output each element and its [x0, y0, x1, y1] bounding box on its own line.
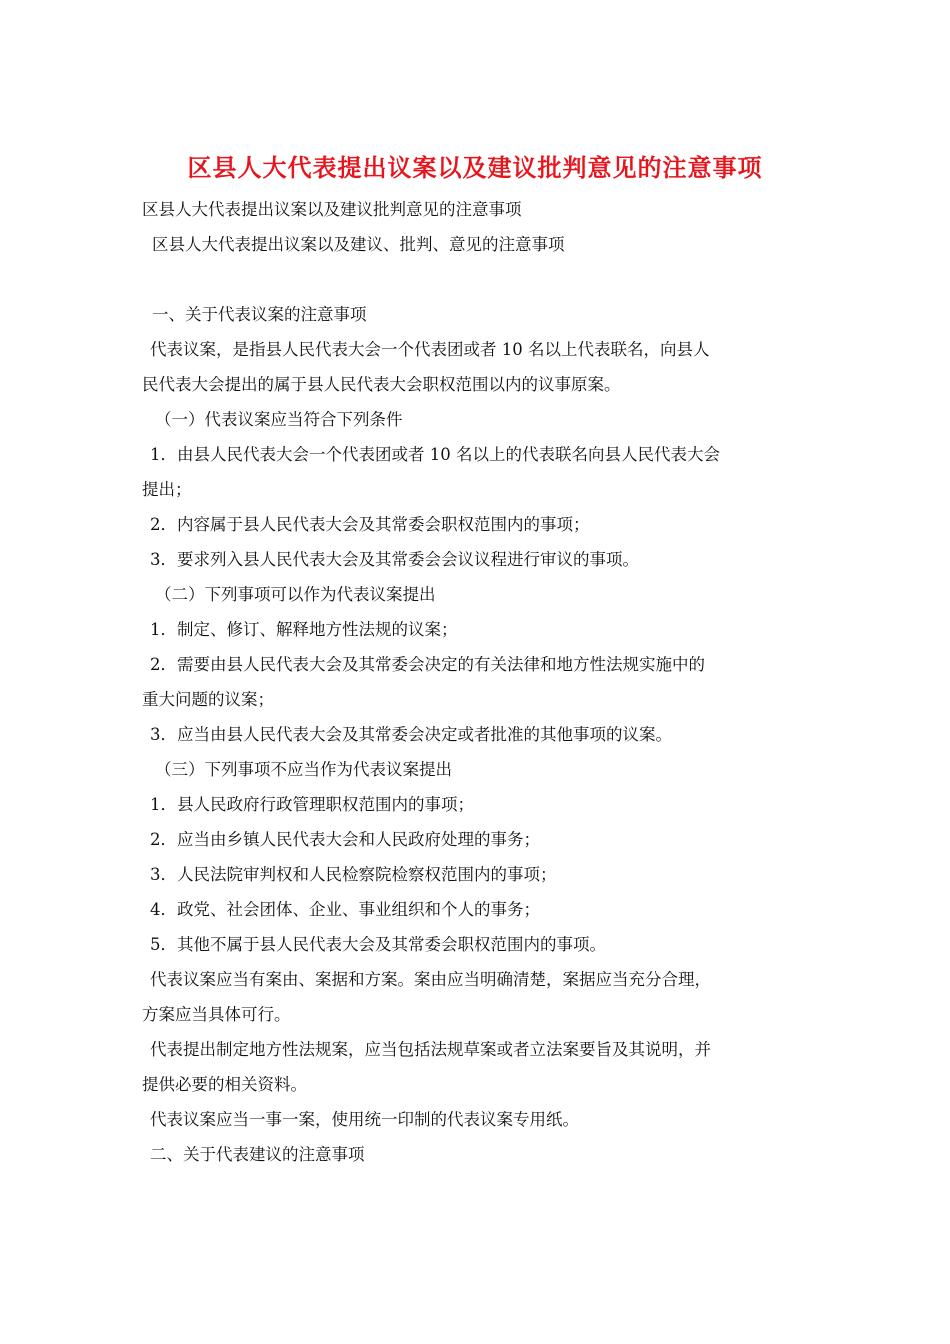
paragraph-line: 方案应当具体可行。: [142, 1005, 291, 1024]
document-title: 区县人大代表提出议案以及建议批判意见的注意事项: [187, 153, 763, 182]
document-body: [142, 192, 822, 1172]
subsection-heading: （三）下列事项不应当作为代表议案提出: [155, 760, 452, 779]
section-heading-2: 二、关于代表建议的注意事项: [150, 1145, 365, 1164]
paragraph-line: 民代表大会提出的属于县人民代表大会职权范围以内的议事原案。: [142, 375, 621, 394]
paragraph-line: 代表议案，是指县人民代表大会一个代表团或者 10 名以上代表联名，向县人: [150, 340, 710, 359]
blank-line: [142, 262, 822, 297]
list-item: 2．需要由县人民代表大会及其常委会决定的有关法律和地方性法规实施中的: [150, 655, 705, 674]
list-item: 4．政党、社会团体、企业、事业组织和个人的事务；: [150, 900, 540, 919]
list-item: 1．制定、修订、解释地方性法规的议案；: [150, 620, 458, 639]
subtitle-line: 区县人大代表提出议案以及建议批判意见的注意事项: [142, 200, 522, 219]
subsection-heading: （一）代表议案应当符合下列条件: [155, 410, 403, 429]
list-item: 1．县人民政府行政管理职权范围内的事项；: [150, 795, 474, 814]
paragraph-line: 代表议案应当有案由、案据和方案。案由应当明确清楚，案据应当充分合理，: [150, 970, 711, 989]
paragraph-line: 提供必要的相关资料。: [142, 1075, 307, 1094]
list-item: 5．其他不属于县人民代表大会及其常委会职权范围内的事项。: [150, 935, 606, 954]
paragraph-line: 代表议案应当一事一案，使用统一印制的代表议案专用纸。: [150, 1110, 579, 1129]
paragraph-line: 代表提出制定地方性法规案，应当包括法规草案或者立法案要旨及其说明，并: [150, 1040, 711, 1059]
section-heading-1: 一、关于代表议案的注意事项: [152, 305, 367, 324]
list-item: 3．应当由县人民代表大会及其常委会决定或者批准的其他事项的议案。: [150, 725, 672, 744]
subtitle-line-alt: 区县人大代表提出议案以及建议、批判、意见的注意事项: [152, 235, 565, 254]
list-item: 2．内容属于县人民代表大会及其常委会职权范围内的事项；: [150, 515, 590, 534]
list-item: 2．应当由乡镇人民代表大会和人民政府处理的事务；: [150, 830, 540, 849]
list-item: 1．由县人民代表大会一个代表团或者 10 名以上的代表联名向县人民代表大会: [150, 445, 720, 464]
list-item-continuation: 提出；: [142, 480, 192, 499]
list-item: 3．要求列入县人民代表大会及其常委会会议议程进行审议的事项。: [150, 550, 639, 569]
list-item: 3．人民法院审判权和人民检察院检察权范围内的事项；: [150, 865, 557, 884]
list-item-continuation: 重大问题的议案；: [142, 690, 274, 709]
subsection-heading: （二）下列事项可以作为代表议案提出: [155, 585, 436, 604]
